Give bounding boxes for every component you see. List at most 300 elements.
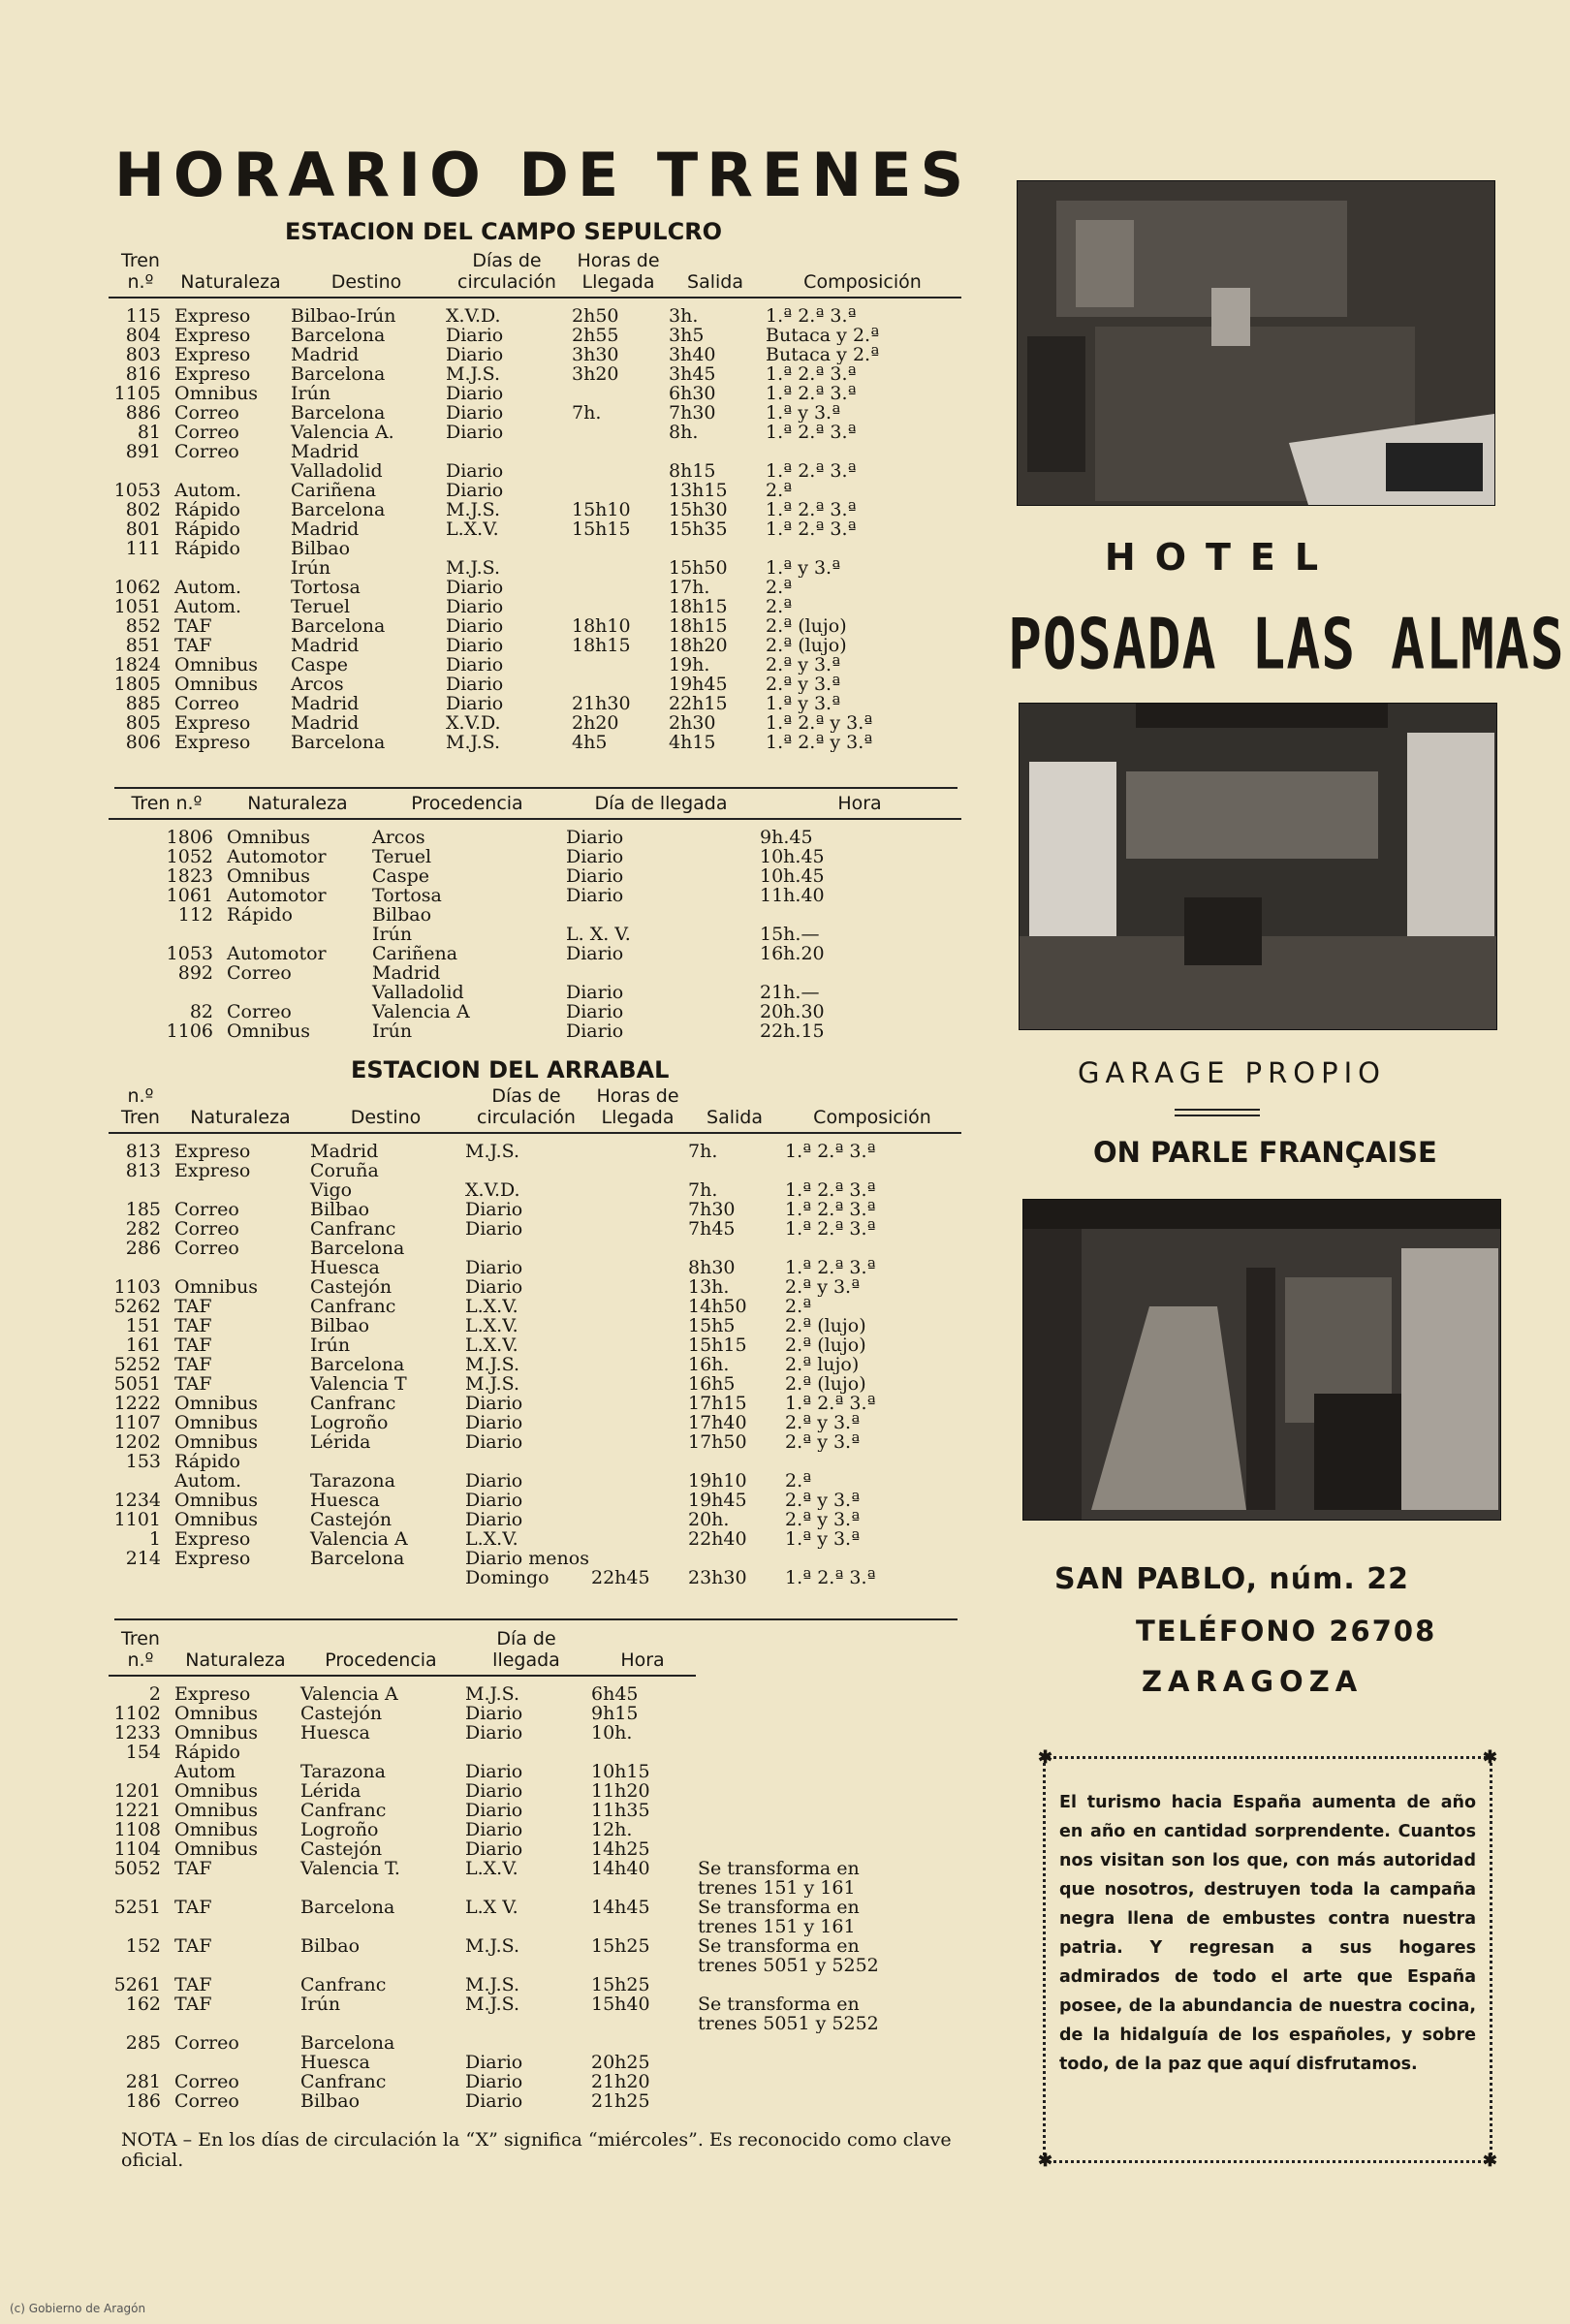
column-header: Destino bbox=[308, 1085, 463, 1133]
table-cell: 1.ª 2.ª y 3.ª bbox=[766, 733, 873, 752]
table-cell: 19h10 bbox=[688, 1471, 747, 1491]
table-cell: 16h5 bbox=[688, 1374, 736, 1394]
table-cell bbox=[589, 1471, 686, 1491]
table-cell: 4h5 bbox=[572, 733, 608, 752]
table-cell: Rápido bbox=[174, 500, 240, 519]
table-cell: 2.ª y 3.ª bbox=[785, 1432, 861, 1452]
table-row bbox=[109, 866, 961, 886]
table-cell: Canfranc bbox=[310, 1297, 396, 1316]
table-cell: Omnibus bbox=[174, 1704, 259, 1723]
table-cell: Irún bbox=[310, 1335, 351, 1355]
table-cell: Expreso bbox=[174, 364, 251, 384]
table-cell bbox=[444, 442, 570, 461]
table-cell: 8h. bbox=[669, 423, 699, 442]
table-cell: Omnibus bbox=[174, 1413, 259, 1432]
table-cell: Madrid bbox=[291, 519, 360, 539]
table-cell: Automotor bbox=[227, 944, 327, 963]
table-cell: 285 bbox=[125, 2033, 161, 2053]
table-cell bbox=[173, 1956, 298, 1975]
table-cell bbox=[570, 558, 667, 578]
table-row bbox=[109, 616, 961, 636]
table-cell: 892 bbox=[177, 963, 213, 983]
table-cell: 3h40 bbox=[669, 345, 716, 364]
table-cell: Diario bbox=[465, 1277, 523, 1297]
table-cell: Barcelona bbox=[291, 326, 386, 345]
table-cell: 1.ª 2.ª 3.ª bbox=[785, 1258, 876, 1277]
table-row bbox=[109, 2033, 971, 2053]
table-cell: Se transforma en bbox=[698, 1859, 860, 1878]
table-cell: TAF bbox=[174, 636, 212, 655]
column-header: Naturaleza bbox=[173, 1628, 298, 1676]
table-cell: 1103 bbox=[113, 1277, 161, 1297]
table-cell bbox=[463, 1878, 589, 1898]
table-cell: Diario bbox=[465, 1839, 523, 1859]
corner-ornament-icon: ✱ bbox=[1482, 2151, 1497, 2171]
table-cell: Diario bbox=[446, 597, 504, 616]
table-cell: TAF bbox=[174, 1859, 212, 1878]
table-cell: Diario bbox=[446, 675, 504, 694]
table-cell bbox=[696, 1743, 971, 1762]
table-cell: Diario bbox=[465, 1491, 523, 1510]
table-cell: 1102 bbox=[113, 1704, 161, 1723]
table-cell: Diario bbox=[446, 481, 504, 500]
table-cell: 8h30 bbox=[688, 1258, 736, 1277]
table-cell bbox=[589, 1743, 696, 1762]
table-row bbox=[109, 1355, 961, 1374]
table-cell: 1806 bbox=[166, 827, 213, 847]
table-cell: 813 bbox=[125, 1161, 161, 1180]
table-cell: Se transforma en bbox=[698, 1994, 860, 2014]
station-heading-arrabal: ESTACION DEL ARRABAL bbox=[351, 1056, 670, 1083]
table-row bbox=[109, 1471, 961, 1491]
table-cell bbox=[589, 1549, 686, 1568]
table-cell: Diario bbox=[446, 655, 504, 675]
language-note: ON PARLE FRANÇAISE bbox=[1093, 1136, 1437, 1169]
table-cell bbox=[696, 1975, 971, 1994]
table-cell: 1.ª 2.ª 3.ª bbox=[785, 1200, 876, 1219]
table-cell: 22h15 bbox=[669, 694, 728, 713]
table-cell: L.X V. bbox=[465, 1898, 518, 1917]
table-cell: 1.ª 2.ª 3.ª bbox=[766, 305, 857, 326]
dining-hall-photo bbox=[1019, 703, 1497, 1030]
table-cell bbox=[686, 1549, 783, 1568]
table-cell: 1823 bbox=[166, 866, 213, 886]
table-row bbox=[109, 1975, 971, 1994]
table-cell: 153 bbox=[125, 1452, 161, 1471]
table-cell bbox=[463, 1239, 589, 1258]
table-cell: Arcos bbox=[291, 675, 344, 694]
table-cell: 1.ª y 3.ª bbox=[766, 403, 841, 423]
table-cell: Se transforma en bbox=[698, 1936, 860, 1956]
table-cell bbox=[783, 1549, 961, 1568]
table-cell: 1805 bbox=[113, 675, 161, 694]
table-cell: TAF bbox=[174, 1335, 212, 1355]
table-cell: 805 bbox=[125, 713, 161, 733]
table-cell: Logroño bbox=[300, 1820, 379, 1839]
table-cell: 2.ª (lujo) bbox=[766, 616, 847, 636]
table-row bbox=[109, 1839, 971, 1859]
table-cell: 9h.45 bbox=[760, 827, 813, 847]
table-cell: Autom bbox=[174, 1762, 236, 1781]
table-cell: 7h. bbox=[688, 1180, 718, 1200]
table-cell: Butaca y 2.ª bbox=[766, 345, 880, 364]
table-cell: X.V.D. bbox=[465, 1180, 520, 1200]
table-cell: Canfranc bbox=[310, 1219, 396, 1239]
table-cell: 23h30 bbox=[688, 1568, 747, 1587]
table-cell: 18h15 bbox=[669, 597, 728, 616]
table-cell: Correo bbox=[174, 1200, 239, 1219]
table-cell: 14h40 bbox=[591, 1859, 650, 1878]
table-cell bbox=[589, 1452, 686, 1471]
table-cell: Diario bbox=[465, 1704, 523, 1723]
table-cell: 2 bbox=[148, 1683, 161, 1704]
table-cell: 282 bbox=[125, 1219, 161, 1239]
table-cell: Huesca bbox=[310, 1491, 380, 1510]
table-cell: M.J.S. bbox=[446, 500, 501, 519]
table-cell: M.J.S. bbox=[465, 1994, 520, 2014]
table-cell: Expreso bbox=[174, 1683, 251, 1704]
table-cell: M.J.S. bbox=[465, 1936, 520, 1956]
table-cell: M.J.S. bbox=[465, 1374, 520, 1394]
table-cell: M.J.S. bbox=[465, 1355, 520, 1374]
table-cell: 10h.45 bbox=[760, 866, 825, 886]
table-cell bbox=[109, 1180, 173, 1200]
table-cell: 851 bbox=[125, 636, 161, 655]
table-row bbox=[109, 944, 961, 963]
table-cell: 806 bbox=[125, 733, 161, 752]
table-cell bbox=[696, 2091, 971, 2111]
column-header: Naturaleza bbox=[225, 793, 370, 819]
table-cell: 5252 bbox=[113, 1355, 161, 1374]
table-cell bbox=[570, 461, 667, 481]
table-cell: 2.ª (lujo) bbox=[785, 1316, 866, 1335]
table-cell bbox=[696, 1762, 971, 1781]
table-cell: Diario bbox=[465, 1781, 523, 1801]
table-cell: Automotor bbox=[227, 847, 327, 866]
address-phone: TELÉFONO 26708 bbox=[1136, 1615, 1437, 1648]
staircase-photo bbox=[1022, 1199, 1501, 1521]
table-cell: Bilbao bbox=[372, 905, 432, 925]
table-cell: 1105 bbox=[113, 384, 161, 403]
table-cell: 5051 bbox=[113, 1374, 161, 1394]
table-cell bbox=[109, 461, 173, 481]
table-cell: Diario bbox=[566, 886, 624, 905]
table-cell bbox=[308, 1568, 463, 1587]
table-cell: 82 bbox=[189, 1002, 213, 1021]
table-cell: Diario bbox=[465, 1820, 523, 1839]
table-cell: 15h30 bbox=[669, 500, 728, 519]
table-cell: M.J.S. bbox=[465, 1141, 520, 1161]
table-cell: Expreso bbox=[174, 733, 251, 752]
table-cell bbox=[696, 1781, 971, 1801]
table-cell: 1051 bbox=[113, 597, 161, 616]
table-cell: Teruel bbox=[372, 847, 432, 866]
table-cell: Rápido bbox=[174, 539, 240, 558]
table-cell: 803 bbox=[125, 345, 161, 364]
table-cell: 2.ª lujo) bbox=[785, 1355, 860, 1374]
table-cell bbox=[570, 597, 667, 616]
table-cell: trenes 5051 y 5252 bbox=[698, 1956, 879, 1975]
table-row bbox=[109, 442, 961, 461]
table-cell: 81 bbox=[137, 423, 161, 442]
table-cell: Diario bbox=[465, 1432, 523, 1452]
table-cell: 18h20 bbox=[669, 636, 728, 655]
table-row bbox=[109, 1956, 971, 1975]
table-cell: Bilbao bbox=[310, 1316, 370, 1335]
table-row bbox=[109, 1374, 961, 1394]
table-row bbox=[109, 694, 961, 713]
table-cell: Tarazona bbox=[310, 1471, 395, 1491]
address-city: ZARAGOZA bbox=[1142, 1665, 1364, 1698]
table-row bbox=[109, 1133, 961, 1161]
table-cell: TAF bbox=[174, 1374, 212, 1394]
table-cell: Madrid bbox=[291, 694, 360, 713]
table-cell: 1106 bbox=[166, 1021, 213, 1041]
table-cell bbox=[589, 1529, 686, 1549]
table-row bbox=[109, 578, 961, 597]
table-cell: Bilbao bbox=[300, 1936, 361, 1956]
table-cell: 5261 bbox=[113, 1975, 161, 1994]
table-cell: Autom. bbox=[174, 481, 242, 500]
table-cell: Madrid bbox=[291, 713, 360, 733]
table-cell: Canfranc bbox=[300, 1801, 387, 1820]
table-cell: Barcelona bbox=[291, 403, 386, 423]
table-cell: Barcelona bbox=[300, 2033, 395, 2053]
table-row bbox=[109, 1917, 971, 1936]
table-row bbox=[109, 1452, 961, 1471]
table-cell: 20h.30 bbox=[760, 1002, 825, 1021]
table-cell bbox=[696, 1820, 971, 1839]
table-cell bbox=[570, 578, 667, 597]
table-row bbox=[109, 1297, 961, 1316]
column-header: Tren n.º bbox=[109, 1628, 173, 1676]
column-header: Destino bbox=[289, 250, 444, 298]
table-cell: 1107 bbox=[113, 1413, 161, 1432]
table-row bbox=[109, 1723, 971, 1743]
table-cell: Diario bbox=[446, 384, 504, 403]
table-cell: Diario menos bbox=[465, 1549, 589, 1568]
table-cell: Canfranc bbox=[300, 1975, 387, 1994]
table-cell: 1101 bbox=[113, 1510, 161, 1529]
table-cell: Vigo bbox=[310, 1180, 353, 1200]
table-cell: M.J.S. bbox=[446, 558, 501, 578]
table-row bbox=[109, 1859, 971, 1878]
table-cell: Omnibus bbox=[227, 827, 311, 847]
table-cell bbox=[570, 675, 667, 694]
table-row bbox=[109, 983, 961, 1002]
table-cell: 9h15 bbox=[591, 1704, 639, 1723]
table-cell: Diario bbox=[446, 578, 504, 597]
table-cell: 1.ª 2.ª 3.ª bbox=[785, 1219, 876, 1239]
table-cell: 20h25 bbox=[591, 2053, 650, 2072]
column-header: Tren n.º bbox=[109, 793, 225, 819]
table-cell: 18h15 bbox=[572, 636, 631, 655]
table-cell: Diario bbox=[566, 847, 624, 866]
table-cell bbox=[173, 1568, 308, 1587]
station-heading-campo-sepulcro: ESTACION DEL CAMPO SEPULCRO bbox=[285, 218, 723, 245]
table-cell bbox=[308, 1452, 463, 1471]
table-cell: Irún bbox=[291, 558, 331, 578]
table-cell: Correo bbox=[174, 403, 239, 423]
table-cell bbox=[696, 1676, 971, 1704]
table-cell: TAF bbox=[174, 1898, 212, 1917]
table-cell: L.X.V. bbox=[465, 1297, 518, 1316]
table-cell: 2.ª bbox=[766, 481, 793, 500]
table-cell: Diario bbox=[465, 1219, 523, 1239]
table-cell bbox=[173, 461, 289, 481]
table-cell: 1202 bbox=[113, 1432, 161, 1452]
table-cell: 2.ª (lujo) bbox=[785, 1374, 866, 1394]
table-cell: 10h.45 bbox=[760, 847, 825, 866]
table-cell: Barcelona bbox=[310, 1355, 405, 1374]
table-cell bbox=[589, 1355, 686, 1374]
table-cell: Barcelona bbox=[291, 500, 386, 519]
table-cell: 2.ª (lujo) bbox=[766, 636, 847, 655]
table-cell: Tarazona bbox=[300, 1762, 386, 1781]
promo-text: El turismo hacia España aumenta de año en año en cantidad sorprendente. Cuantos nos visitan son los que, con más autoridad que nosotros, destruyen toda la campaña negra llena de embustes contra nuestra patria. Y regresan a sus hogares admirados de todo el arte que España posee, de la abundancia de nuestra cocina, de la hidalguía de los españoles, y sobre todo, de la paz que aquí disfrutamos. bbox=[1059, 1793, 1476, 2074]
table-cell: Diario bbox=[446, 636, 504, 655]
table-cell: Diario bbox=[446, 616, 504, 636]
table-cell bbox=[109, 1917, 173, 1936]
table-cell: 2.ª y 3.ª bbox=[785, 1491, 861, 1510]
table-cell: Bilbao bbox=[291, 539, 351, 558]
table-row bbox=[109, 364, 961, 384]
table-cell: Rápido bbox=[174, 1743, 240, 1762]
table-cell: Diario bbox=[566, 983, 624, 1002]
table-cell: Bilbao bbox=[310, 1200, 370, 1219]
table-cell bbox=[173, 1258, 308, 1277]
table-cell: Arcos bbox=[372, 827, 425, 847]
table-cell: 162 bbox=[125, 1994, 161, 2014]
hotel-label: HOTEL bbox=[1104, 536, 1338, 579]
table-cell bbox=[173, 1180, 308, 1200]
table-cell: L.X.V. bbox=[465, 1316, 518, 1335]
table-cell: 1201 bbox=[113, 1781, 161, 1801]
table-cell bbox=[109, 925, 225, 944]
table-cell: 1.ª 2.ª 3.ª bbox=[766, 423, 857, 442]
table-cell bbox=[570, 655, 667, 675]
table-cell: TAF bbox=[174, 1355, 212, 1374]
column-header: Procedencia bbox=[370, 793, 564, 819]
table-cell bbox=[570, 539, 667, 558]
table-cell: 1.ª 2.ª 3.ª bbox=[785, 1568, 876, 1587]
table-cell: 11h20 bbox=[591, 1781, 650, 1801]
column-header: Horas de Llegada bbox=[570, 250, 667, 298]
table-cell: Valladolid bbox=[291, 461, 383, 481]
departures-campo-sepulcro bbox=[109, 250, 961, 752]
table-cell bbox=[109, 558, 173, 578]
table-cell bbox=[298, 2014, 463, 2033]
table-cell: Diario bbox=[566, 827, 624, 847]
column-header: Horas de Llegada bbox=[589, 1085, 686, 1133]
table-cell: Valencia A bbox=[300, 1683, 398, 1704]
table-cell: Correo bbox=[174, 2072, 239, 2091]
table-row bbox=[109, 1676, 971, 1704]
table-cell: 15h25 bbox=[591, 1975, 650, 1994]
column-header: Salida bbox=[667, 250, 764, 298]
table-cell: Autom. bbox=[174, 597, 242, 616]
table-cell: 1.ª 2.ª y 3.ª bbox=[766, 713, 873, 733]
table-cell: Canfranc bbox=[300, 2072, 387, 2091]
table-cell: Correo bbox=[174, 1239, 239, 1258]
table-cell: 17h50 bbox=[688, 1432, 747, 1452]
table-cell: 802 bbox=[125, 500, 161, 519]
table-row bbox=[109, 1432, 961, 1452]
table-cell: Correo bbox=[174, 2091, 239, 2111]
table-cell: 1234 bbox=[113, 1491, 161, 1510]
table-cell: Coruña bbox=[310, 1161, 379, 1180]
table-cell bbox=[463, 1917, 589, 1936]
table-cell: 15h15 bbox=[688, 1335, 747, 1355]
table-cell: Expreso bbox=[174, 345, 251, 364]
table-cell: M.J.S. bbox=[465, 1683, 520, 1704]
table-cell: 813 bbox=[125, 1141, 161, 1161]
table-cell: 891 bbox=[125, 442, 161, 461]
table-row bbox=[109, 1200, 961, 1219]
table-cell bbox=[463, 2033, 589, 2053]
table-cell: 5052 bbox=[113, 1859, 161, 1878]
table-cell: TAF bbox=[174, 1297, 212, 1316]
table-cell: 1.ª 2.ª 3.ª bbox=[766, 364, 857, 384]
column-header: Tren n.º bbox=[109, 250, 173, 298]
table-cell: Tortosa bbox=[291, 578, 361, 597]
table-cell: Se transforma en bbox=[698, 1898, 860, 1917]
table-cell: Barcelona bbox=[291, 616, 386, 636]
table-cell: Automotor bbox=[227, 886, 327, 905]
table-cell: Rápido bbox=[174, 1452, 240, 1471]
table-cell: Lérida bbox=[310, 1432, 371, 1452]
table-cell: 1053 bbox=[113, 481, 161, 500]
table-row bbox=[109, 905, 961, 925]
table-cell bbox=[570, 384, 667, 403]
table-cell: 7h. bbox=[688, 1141, 718, 1161]
table-cell bbox=[109, 1878, 173, 1898]
table-cell bbox=[564, 905, 758, 925]
table-cell: 1.ª 2.ª 3.ª bbox=[766, 519, 857, 539]
table-cell: 20h. bbox=[688, 1510, 730, 1529]
table-row bbox=[109, 481, 961, 500]
table-cell: 2.ª bbox=[766, 597, 793, 616]
table-cell: Valencia A. bbox=[291, 423, 394, 442]
table-row bbox=[109, 597, 961, 616]
table-cell: Diario bbox=[465, 1471, 523, 1491]
table-cell: 21h20 bbox=[591, 2072, 650, 2091]
table-row bbox=[109, 847, 961, 866]
table-cell bbox=[173, 1917, 298, 1936]
table-cell: 1233 bbox=[113, 1723, 161, 1743]
table-cell: 801 bbox=[125, 519, 161, 539]
table-cell: Diario bbox=[446, 345, 504, 364]
table-row bbox=[109, 636, 961, 655]
table-cell: Correo bbox=[174, 442, 239, 461]
table-cell: TAF bbox=[174, 1936, 212, 1956]
table-cell bbox=[589, 1219, 686, 1239]
table-cell bbox=[109, 1956, 173, 1975]
table-cell bbox=[570, 481, 667, 500]
table-cell: 1222 bbox=[113, 1394, 161, 1413]
table-cell: Lérida bbox=[300, 1781, 361, 1801]
table-cell bbox=[444, 539, 570, 558]
table-cell: 11h35 bbox=[591, 1801, 650, 1820]
page-title: HORARIO DE TRENES bbox=[114, 140, 973, 210]
table-cell: Barcelona bbox=[300, 1898, 395, 1917]
table-cell: Expreso bbox=[174, 1529, 251, 1549]
table-cell: Caspe bbox=[291, 655, 349, 675]
table-cell bbox=[173, 558, 289, 578]
table-cell: Huesca bbox=[300, 1723, 370, 1743]
column-header: Días de circulación bbox=[463, 1085, 589, 1133]
table-cell: 1.ª 2.ª 3.ª bbox=[785, 1141, 876, 1161]
